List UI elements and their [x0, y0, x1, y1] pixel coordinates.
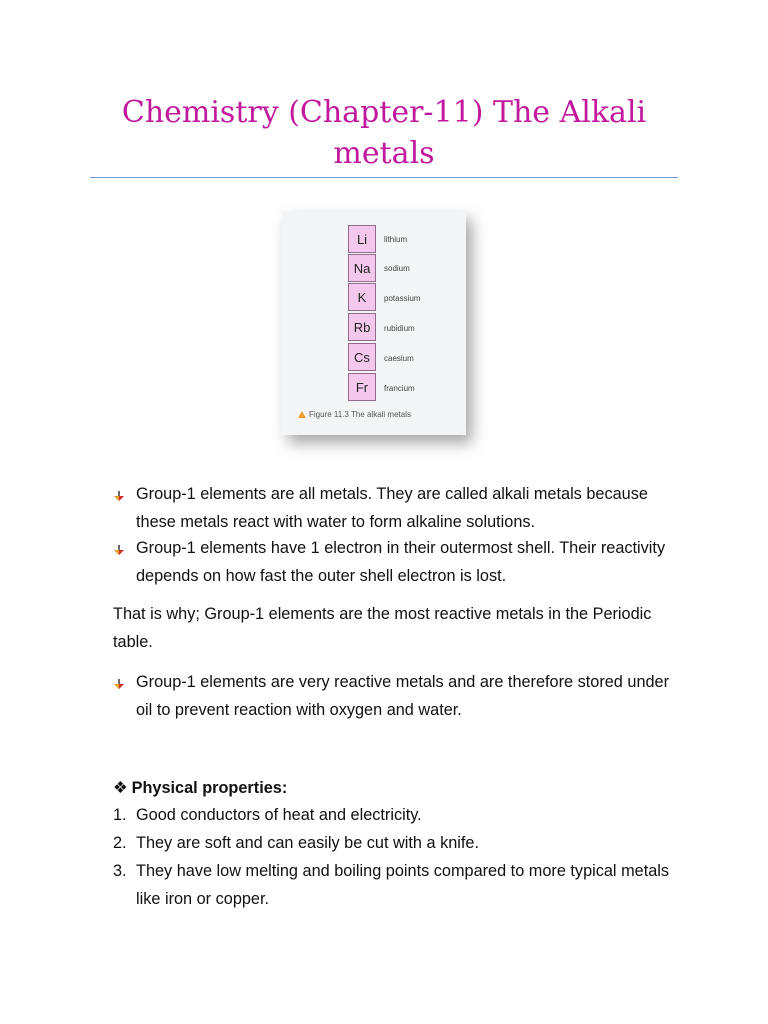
page-title: Chemistry (Chapter-11) The Alkali metals: [121, 95, 647, 171]
arrow-bullet-icon: [113, 490, 125, 502]
list-text: They have low melting and boiling points compared to more typical metals like iron or copper.: [136, 862, 670, 908]
alkali-metals-figure: [282, 211, 466, 435]
section-heading: [113, 775, 287, 803]
list-item: [113, 858, 673, 913]
list-number: 1.: [113, 806, 127, 824]
arrow-bullet-icon: [113, 544, 125, 556]
list-number: 3.: [113, 862, 127, 880]
bullet-text: Group-1 elements are all metals. They are called alkali metals because these metals react with water to form alkaline solutions.: [136, 485, 648, 531]
list-item: [113, 802, 673, 830]
bullet-item: [113, 481, 673, 536]
title-divider: [90, 177, 678, 178]
bullet-item: [113, 535, 673, 590]
element-symbol-k: K: [348, 283, 376, 311]
element-symbol-li: Li: [348, 225, 376, 253]
figure-caption: [298, 410, 411, 419]
element-symbol-na: Na: [348, 254, 376, 282]
arrow-bullet-icon: [113, 678, 125, 690]
element-symbol-cs: Cs: [348, 343, 376, 371]
list-item: [113, 830, 673, 858]
bullet-text: Group-1 elements are very reactive metals and are therefore stored under oil to prevent reaction with oxygen and water.: [136, 673, 670, 719]
element-name-fr: francium: [384, 384, 415, 393]
bullet-text: Group-1 elements have 1 electron in their outermost shell. Their reactivity depends on how fast the outer shell electron is lost.: [136, 539, 666, 585]
caption-triangle-icon: [298, 411, 306, 418]
element-symbol-fr: Fr: [348, 373, 376, 401]
list-text: They are soft and can easily be cut with a knife.: [136, 834, 479, 852]
bullet-item: [113, 669, 673, 724]
element-name-na: sodium: [384, 264, 410, 273]
list-text: Good conductors of heat and electricity.: [136, 806, 422, 824]
element-name-cs: caesium: [384, 354, 414, 363]
paragraph: That is why; Group-1 elements are the most reactive metals in the Periodic table.: [113, 605, 652, 651]
figure-caption-text: Figure 11.3 The alkali metals: [309, 410, 411, 419]
element-symbol-rb: Rb: [348, 313, 376, 341]
diamond-bullet-icon: ❖: [113, 779, 128, 797]
element-name-rb: rubidium: [384, 324, 415, 333]
element-name-k: potassium: [384, 294, 421, 303]
list-number: 2.: [113, 834, 127, 852]
section-heading-text: Physical properties:: [131, 779, 288, 797]
element-name-li: lithium: [384, 235, 408, 244]
